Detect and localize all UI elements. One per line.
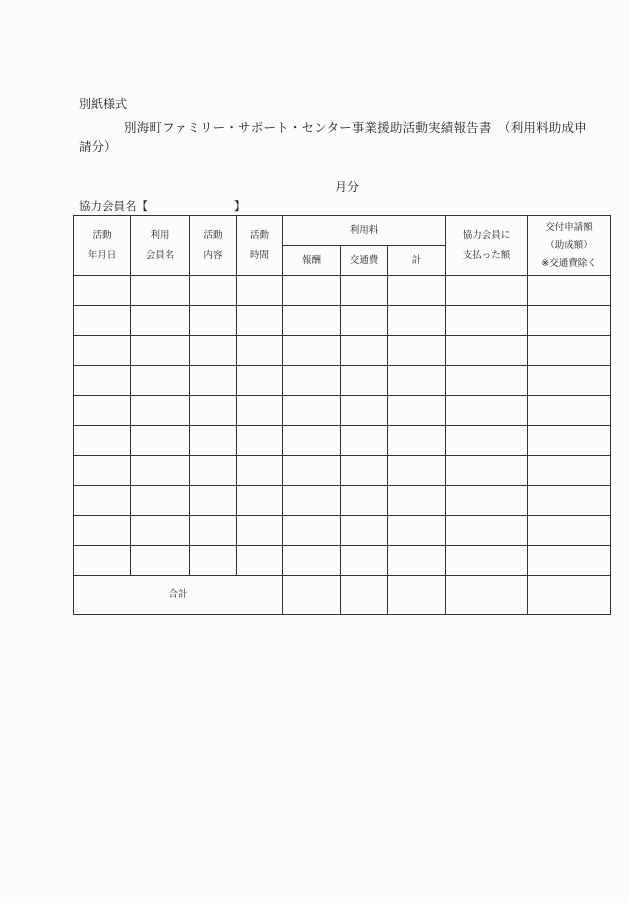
cell-reward[interactable] [283,486,341,516]
cell-user[interactable] [131,276,190,306]
cell-content[interactable] [190,276,237,306]
member-name-label: 協力会員名【 [79,199,148,213]
header-activity-time: 活動 時間 [237,216,283,276]
cell-date[interactable] [74,426,131,456]
header-paid-to-member: 協力会員に 支払った額 [446,216,528,276]
table-row [74,546,611,576]
cell-user[interactable] [131,336,190,366]
cell-time[interactable] [237,336,283,366]
entry-rows [74,276,611,576]
cell-transport[interactable] [341,426,388,456]
cell-reward[interactable] [283,546,341,576]
cell-time[interactable] [237,486,283,516]
cell-date[interactable] [74,276,131,306]
total-reward-cell[interactable] [283,576,341,615]
cell-time[interactable] [237,456,283,486]
cell-reward[interactable] [283,306,341,336]
cell-fee-sum[interactable] [388,546,446,576]
cell-content[interactable] [190,426,237,456]
total-row [74,576,611,615]
cell-reward[interactable] [283,426,341,456]
cell-time[interactable] [237,276,283,306]
cell-user[interactable] [131,546,190,576]
table-row [74,306,611,336]
cell-user[interactable] [131,426,190,456]
header-fee-total: 計 [388,246,446,276]
cell-date[interactable] [74,306,131,336]
cell-content[interactable] [190,336,237,366]
cell-content[interactable] [190,546,237,576]
month-label: 月分 [335,180,360,194]
cell-time[interactable] [237,546,283,576]
cell-reward[interactable] [283,396,341,426]
cell-user[interactable] [131,366,190,396]
cell-grant[interactable] [528,456,611,486]
table-row [74,516,611,546]
activity-report-table [73,215,611,615]
table-row [74,486,611,516]
cell-paid[interactable] [446,276,528,306]
cell-reward[interactable] [283,336,341,366]
cell-transport[interactable] [341,456,388,486]
cell-content[interactable] [190,516,237,546]
form-label: 別紙様式 [79,97,128,111]
header-fee: 利用料 [283,216,446,246]
cell-grant[interactable] [528,276,611,306]
cell-paid[interactable] [446,426,528,456]
table-row [74,426,611,456]
header-fee-reward: 報酬 [283,246,341,276]
cell-reward[interactable] [283,456,341,486]
cell-date[interactable] [74,366,131,396]
cell-fee-sum[interactable] [388,426,446,456]
cell-transport[interactable] [341,306,388,336]
cell-user[interactable] [131,486,190,516]
cell-time[interactable] [237,516,283,546]
cell-paid[interactable] [446,306,528,336]
cell-date[interactable] [74,456,131,486]
cell-content[interactable] [190,396,237,426]
header-fee-transport: 交通費 [341,246,388,276]
total-grant-cell[interactable] [528,576,611,615]
cell-fee-sum[interactable] [388,336,446,366]
table-row [74,456,611,486]
cell-grant[interactable] [528,516,611,546]
total-fee-sum-cell[interactable] [388,576,446,615]
cell-content[interactable] [190,456,237,486]
cell-fee-sum[interactable] [388,456,446,486]
cell-fee-sum[interactable] [388,516,446,546]
cell-transport[interactable] [341,396,388,426]
total-paid-cell[interactable] [446,576,528,615]
cell-paid[interactable] [446,366,528,396]
cell-fee-sum[interactable] [388,486,446,516]
cell-transport[interactable] [341,486,388,516]
cell-transport[interactable] [341,516,388,546]
table-row [74,396,611,426]
header-user-name: 利用 会員名 [131,216,190,276]
cell-paid[interactable] [446,396,528,426]
cell-grant[interactable] [528,396,611,426]
cell-grant[interactable] [528,546,611,576]
cell-date[interactable] [74,516,131,546]
document-title: 別海町ファミリー・サポート・センター事業援助活動実績報告書 （利用料助成申 [124,120,587,135]
cell-paid[interactable] [446,516,528,546]
cell-time[interactable] [237,366,283,396]
cell-transport[interactable] [341,276,388,306]
cell-grant[interactable] [528,306,611,336]
cell-user[interactable] [131,396,190,426]
document-title-continued: 請分） [79,139,117,154]
member-name-line [79,198,246,214]
cell-fee-sum[interactable] [388,396,446,426]
total-label: 合計 [74,576,283,615]
cell-content[interactable] [190,486,237,516]
cell-paid[interactable] [446,336,528,366]
cell-user[interactable] [131,516,190,546]
cell-paid[interactable] [446,456,528,486]
cell-content[interactable] [190,306,237,336]
header-grant-request: 交付申請額 （助成額） ※交通費除く [528,216,611,276]
cell-fee-sum[interactable] [388,276,446,306]
cell-transport[interactable] [341,546,388,576]
cell-time[interactable] [237,426,283,456]
cell-time[interactable] [237,396,283,426]
cell-grant[interactable] [528,486,611,516]
member-name-bracket-close: 】 [234,199,246,213]
cell-paid[interactable] [446,546,528,576]
cell-grant[interactable] [528,366,611,396]
table-row [74,366,611,396]
cell-date[interactable] [74,336,131,366]
cell-date[interactable] [74,546,131,576]
cell-time[interactable] [237,306,283,336]
cell-fee-sum[interactable] [388,306,446,336]
header-activity-content: 活動 内容 [190,216,237,276]
cell-content[interactable] [190,366,237,396]
cell-grant[interactable] [528,426,611,456]
table-row [74,336,611,366]
cell-date[interactable] [74,396,131,426]
cell-date[interactable] [74,486,131,516]
cell-user[interactable] [131,456,190,486]
cell-paid[interactable] [446,486,528,516]
header-row-1 [74,216,611,246]
cell-reward[interactable] [283,516,341,546]
cell-reward[interactable] [283,366,341,396]
cell-grant[interactable] [528,336,611,366]
cell-fee-sum[interactable] [388,366,446,396]
table-row [74,276,611,306]
cell-user[interactable] [131,306,190,336]
header-activity-date: 活動 年月日 [74,216,131,276]
cell-reward[interactable] [283,276,341,306]
total-transport-cell[interactable] [341,576,388,615]
cell-transport[interactable] [341,366,388,396]
cell-transport[interactable] [341,336,388,366]
